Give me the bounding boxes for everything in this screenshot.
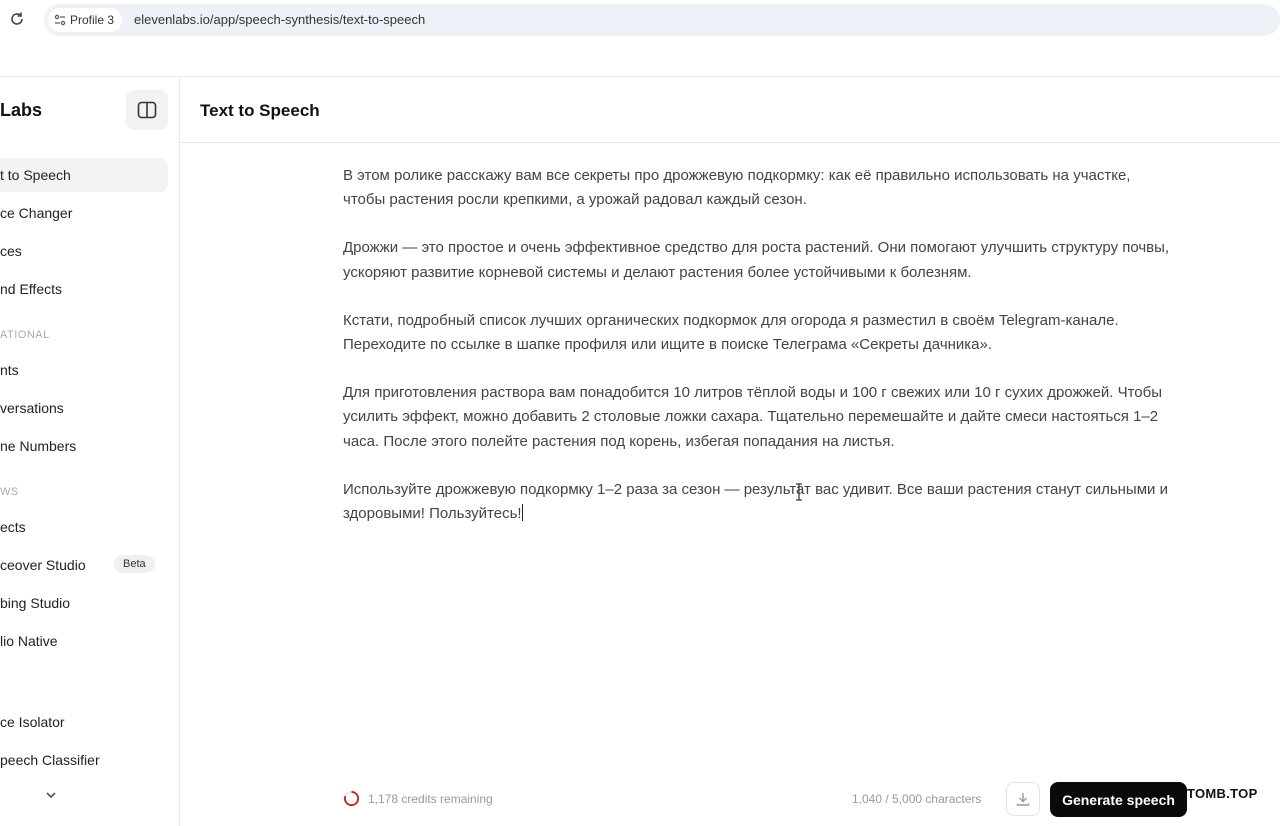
sidebar-item-agents[interactable] — [0, 353, 168, 387]
editor-paragraph: Кстати, подробный список лучших органических подкормок для огорода я разместил в своём Telegram-канале. Переходите по ссылке в шапке профиля или ищите в поиске Телеграма «Секреты дачника». — [343, 311, 1119, 354]
sidebar-item-speech-classifier[interactable] — [0, 743, 168, 777]
address-bar[interactable] — [44, 4, 1280, 36]
browser-bar — [0, 0, 1280, 40]
profile-chip[interactable] — [48, 8, 122, 32]
text-cursor-icon — [795, 483, 803, 501]
sidebar-item-audio-native[interactable] — [0, 624, 168, 658]
reload-icon[interactable] — [8, 10, 26, 28]
main-header — [180, 77, 1280, 143]
tune-icon — [54, 14, 66, 26]
collapse-sidebar-button[interactable] — [126, 90, 168, 130]
sidebar-item-label: lio Native — [0, 633, 58, 649]
sidebar-item-label: ects — [0, 519, 26, 535]
credits-text: 1,178 credits remaining — [368, 791, 493, 806]
generate-speech-button[interactable]: Generate speech — [1050, 782, 1187, 817]
editor-paragraph-text: Используйте дрожжевую подкормку 1–2 раза за сезон — результат вас удивит. Все ваши растения станут сильными и здоровыми! Пользуйтесь! — [343, 480, 1168, 523]
sidebar-item-label: nd Effects — [0, 281, 63, 297]
character-count: 1,040 / 5,000 characters — [852, 792, 982, 806]
sidebar-item-sound-effects[interactable] — [0, 272, 168, 306]
profile-label: Profile 3 — [70, 13, 115, 27]
brand-logo: Labs — [0, 100, 43, 120]
download-icon — [1015, 791, 1031, 807]
credits-ring-icon — [343, 790, 360, 807]
sidebar-item-voices[interactable] — [0, 234, 168, 268]
editor-paragraph: В этом ролике расскажу вам все секреты про дрожжевую подкормку: как её правильно использовать на участке, чтобы растения росли крепкими, а урожай радовал каждый сезон. — [343, 167, 1131, 209]
section-label-workflows: WS — [0, 486, 19, 498]
sidebar-item-label: ce Changer — [0, 205, 73, 221]
sidebar-item-text-to-speech[interactable] — [0, 158, 168, 192]
editor-paragraph: Для приготовления раствора вам понадобится 10 литров тёплой воды и 100 г свежих или 10 г сухих дрожжей. Чтобы усилить эффект, можно добавить 2 столовые ложки сахара. Тщательно перемешайте и дайте смеси настояться 1–2 часа. После этого полейте растения под корень, избегая попадания на листья. — [343, 384, 1163, 450]
editor-last-paragraph — [343, 478, 1173, 526]
sidebar-item-label: ne Numbers — [0, 438, 77, 454]
sidebar-item-projects[interactable] — [0, 510, 168, 544]
sidebar-item-voice-changer[interactable] — [0, 196, 168, 230]
sidebar-item-label: peech Classifier — [0, 752, 100, 768]
download-button[interactable] — [1006, 782, 1040, 816]
chevron-down-icon[interactable] — [44, 788, 58, 802]
sidebar-item-label: versations — [0, 400, 64, 416]
sidebar-toggle-icon — [137, 101, 157, 119]
sidebar-item-label: ce Isolator — [0, 714, 65, 730]
beta-badge: Beta — [114, 555, 155, 573]
text-editor[interactable] — [343, 164, 1173, 550]
credits-indicator — [343, 790, 493, 807]
url-text[interactable]: elevenlabs.io/app/speech-synthesis/text-to-speech — [134, 12, 426, 27]
sidebar-item-label: ces — [0, 243, 22, 259]
page-title: Text to Speech — [200, 101, 320, 120]
sidebar-item-label: ceover Studio — [0, 557, 86, 573]
text-caret — [522, 504, 523, 521]
section-label-conversational: ATIONAL — [0, 329, 50, 341]
sidebar-item-phone-numbers[interactable] — [0, 429, 168, 463]
sidebar-item-label: t to Speech — [0, 167, 71, 183]
watermark-text: TOMB.TOP — [1187, 786, 1258, 801]
sidebar-item-voiceover-studio[interactable] — [0, 548, 168, 582]
sidebar-item-conversations[interactable] — [0, 391, 168, 425]
sidebar-item-dubbing-studio[interactable] — [0, 586, 168, 620]
sidebar-item-label: bing Studio — [0, 595, 71, 611]
editor-paragraph: Дрожжи — это простое и очень эффективное средство для роста растений. Они помогают улучшить структуру почвы, ускоряют развитие корневой системы и делают растения более устойчивыми к болезням. — [343, 239, 1170, 281]
sidebar-item-voice-isolator[interactable] — [0, 705, 168, 739]
sidebar — [0, 77, 180, 826]
sidebar-item-label: nts — [0, 362, 19, 378]
